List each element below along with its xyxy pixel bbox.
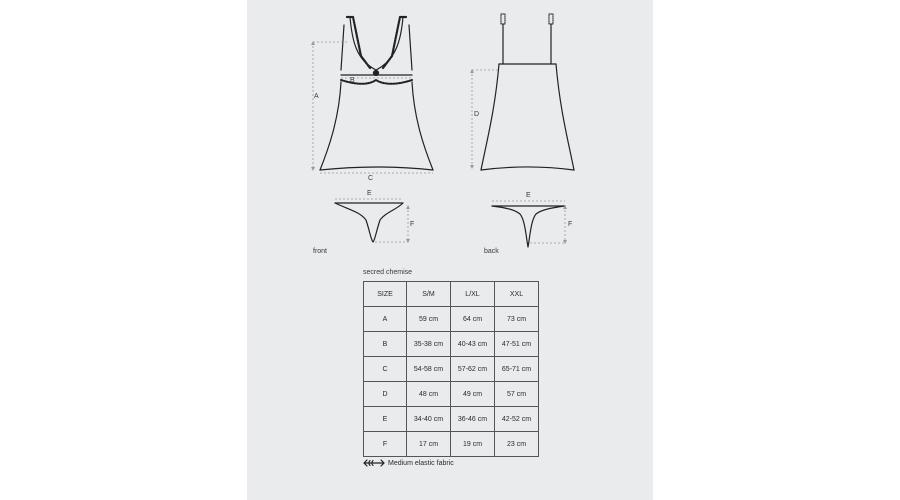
table-cell: 65-71 cm [495, 357, 539, 382]
table-cell: 34-40 cm [407, 407, 451, 432]
table-row [364, 357, 539, 382]
table-row [364, 382, 539, 407]
table-cell: 73 cm [495, 307, 539, 332]
dim-label-a: A [314, 93, 319, 100]
table-cell: 57-62 cm [451, 357, 495, 382]
front-caption: front [313, 248, 328, 255]
elastic-arrow-icon [363, 459, 385, 467]
dim-label-e-front: E [367, 190, 372, 197]
table-cell: E [364, 407, 407, 432]
dimension-arrowheads [311, 41, 567, 244]
table-cell: 54-58 cm [407, 357, 451, 382]
table-cell: D [364, 382, 407, 407]
table-cell: 64 cm [451, 307, 495, 332]
table-header-cell: SIZE [364, 282, 407, 307]
dimension-lines [313, 42, 565, 243]
dim-label-f-back: F [568, 221, 573, 228]
table-cell: 47-51 cm [495, 332, 539, 357]
table-cell: 59 cm [407, 307, 451, 332]
table-cell: 42-52 cm [495, 407, 539, 432]
table-cell: 19 cm [451, 432, 495, 457]
front-thong-drawing [335, 203, 403, 242]
size-table [363, 281, 539, 457]
table-cell: 57 cm [495, 382, 539, 407]
dim-label-b: B [350, 77, 355, 84]
table-cell: 35-38 cm [407, 332, 451, 357]
table-cell: 49 cm [451, 382, 495, 407]
table-cell: B [364, 332, 407, 357]
table-row [364, 307, 539, 332]
table-header-cell: S/M [407, 282, 451, 307]
table-title: secred chemise [363, 269, 413, 276]
back-chemise-drawing [481, 14, 574, 170]
legend-text: Medium elastic fabric [388, 459, 454, 467]
table-header-cell: XXL [495, 282, 539, 307]
dim-label-e-back: E [526, 192, 531, 199]
table-header-cell: L/XL [451, 282, 495, 307]
front-chemise-drawing [320, 17, 433, 170]
dim-label-c: C [368, 175, 374, 182]
table-header-row [364, 282, 539, 307]
dim-label-f-front: F [410, 221, 415, 228]
table-cell: A [364, 307, 407, 332]
table-row [364, 432, 539, 457]
back-caption: back [484, 248, 499, 255]
back-thong-drawing [492, 206, 565, 247]
table-cell: 36-46 cm [451, 407, 495, 432]
table-cell: F [364, 432, 407, 457]
fabric-legend [363, 459, 454, 467]
table-row [364, 332, 539, 357]
table-cell: 17 cm [407, 432, 451, 457]
table-cell: 23 cm [495, 432, 539, 457]
table-cell: C [364, 357, 407, 382]
dim-label-d: D [474, 111, 480, 118]
table-cell: 40-43 cm [451, 332, 495, 357]
table-row [364, 407, 539, 432]
table-cell: 48 cm [407, 382, 451, 407]
